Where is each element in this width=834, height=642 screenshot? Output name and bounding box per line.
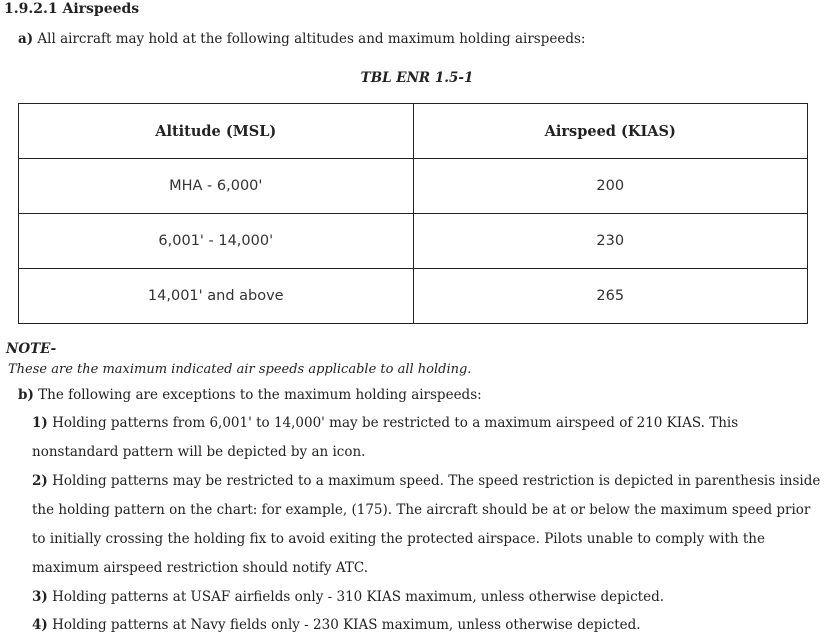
- cell-altitude: 14,001' and above: [19, 269, 414, 324]
- cell-airspeed: 200: [413, 159, 808, 214]
- item-text: Holding patterns from 6,001' to 14,000' may be restricted to a maximum airspeed of 210 KIAS. This nonstandard pattern will be depicted by an icon.: [32, 415, 739, 460]
- table-caption: TBL ENR 1.5-1: [360, 70, 474, 86]
- holding-speeds-table: [18, 103, 808, 324]
- item-text: Holding patterns at Navy fields only - 230 KIAS maximum, unless otherwise depicted.: [47, 617, 641, 633]
- cell-altitude: MHA - 6,000': [19, 159, 414, 214]
- exception-item-1: [32, 409, 822, 467]
- item-marker: 2): [32, 473, 48, 489]
- item-marker: 3): [32, 589, 48, 605]
- cell-altitude: 6,001' - 14,000': [19, 214, 414, 269]
- note-label: NOTE-: [6, 341, 57, 357]
- paragraph-b-text: The following are exceptions to the maximum holding airspeeds:: [33, 387, 482, 403]
- item-marker: 4): [32, 617, 48, 633]
- cell-airspeed: 265: [413, 269, 808, 324]
- paragraph-a-text: All aircraft may hold at the following altitudes and maximum holding airspeeds:: [33, 31, 586, 47]
- paragraph-b-marker: b): [18, 387, 34, 403]
- table-row: [19, 214, 808, 269]
- paragraph-a: [18, 31, 585, 47]
- paragraph-a-marker: a): [18, 31, 34, 47]
- note-text: These are the maximum indicated air speeds applicable to all holding.: [8, 362, 472, 377]
- item-text: Holding patterns at USAF airfields only - 310 KIAS maximum, unless otherwise depicted.: [47, 589, 665, 605]
- header-altitude: Altitude (MSL): [19, 104, 414, 159]
- header-airspeed: Airspeed (KIAS): [413, 104, 808, 159]
- exception-item-2: [32, 467, 822, 583]
- table-header-row: [19, 104, 808, 159]
- table-row: [19, 269, 808, 324]
- item-text: Holding patterns may be restricted to a maximum speed. The speed restriction is depicted in parenthesis inside the holding pattern on the chart: for example, (175). The aircraft should be at or below the maximum speed prior to initially crossing the holding fix to avoid exiting the protected airspace. Pilots unable to comply with the maximum airspeed restriction should notify ATC.: [32, 473, 821, 576]
- exception-item-4: [32, 611, 822, 640]
- item-marker: 1): [32, 415, 48, 431]
- cell-airspeed: 230: [413, 214, 808, 269]
- section-heading: 1.9.2.1 Airspeeds: [4, 1, 140, 17]
- table-row: [19, 159, 808, 214]
- paragraph-b: [18, 387, 482, 403]
- exception-item-3: [32, 583, 822, 612]
